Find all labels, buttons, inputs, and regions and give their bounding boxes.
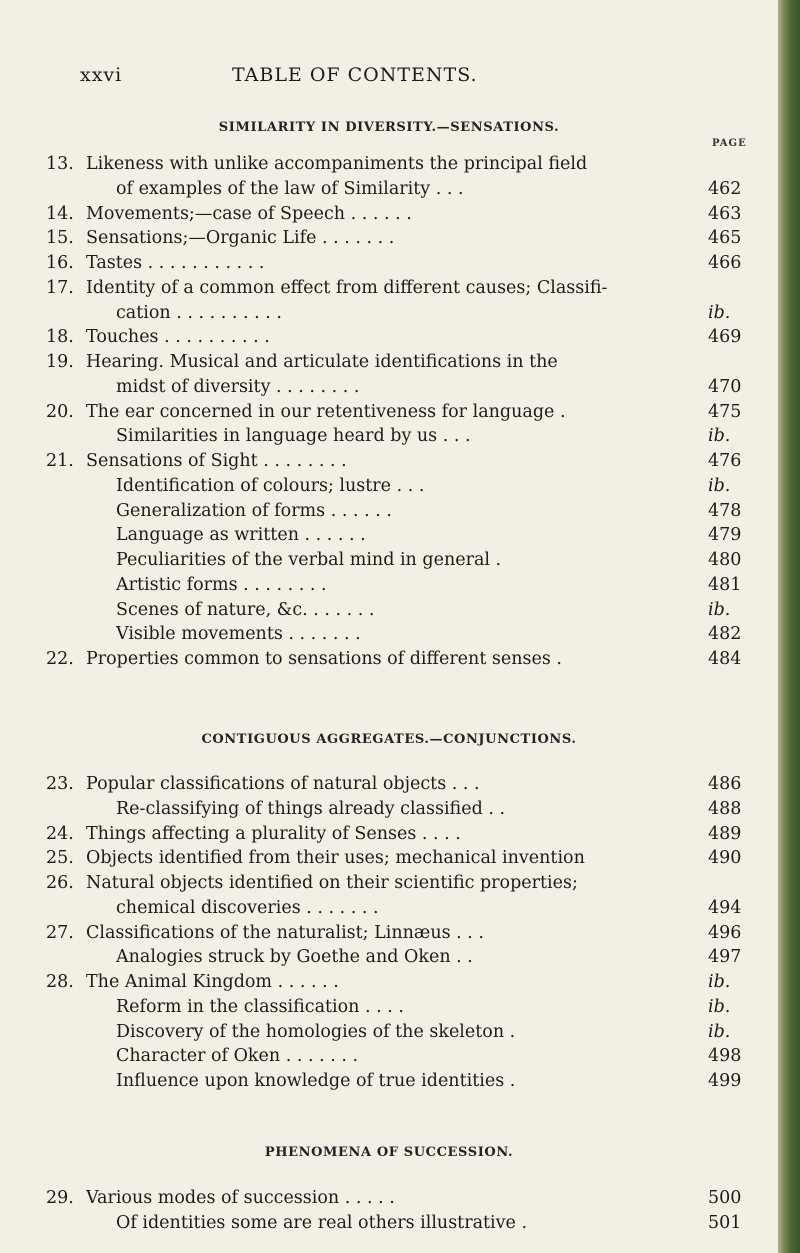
entry-page-number: 496 bbox=[708, 922, 742, 943]
entry-text: Properties common to sensations of different senses . bbox=[86, 649, 562, 669]
entry-page-number: 462 bbox=[708, 178, 742, 199]
toc-entry bbox=[0, 523, 778, 547]
toc-entry bbox=[0, 598, 778, 622]
entry-text: Classifications of the naturalist; Linnæus . . . bbox=[86, 922, 484, 943]
entry-page-number: 500 bbox=[708, 1188, 742, 1208]
entry-text: Generalization of forms . . . . . . bbox=[116, 500, 392, 521]
entry-number: 18. bbox=[46, 327, 74, 348]
entry-text: The Animal Kingdom . . . . . . bbox=[86, 972, 339, 992]
page-column-label: PAGE bbox=[712, 138, 747, 149]
entry-page-number: 484 bbox=[708, 649, 742, 669]
entry-text: Language as written . . . . . . bbox=[116, 525, 366, 546]
toc-entry bbox=[0, 251, 778, 275]
page-folio: xxvi bbox=[80, 64, 123, 86]
entry-page-number: 486 bbox=[708, 774, 742, 794]
entry-text: of examples of the law of Similarity . . . bbox=[116, 178, 464, 199]
entry-number: 22. bbox=[46, 649, 74, 669]
entry-page-number: 494 bbox=[708, 897, 742, 918]
entry-text: Sensations of Sight . . . . . . . . bbox=[86, 451, 347, 471]
toc-entry bbox=[0, 1211, 778, 1235]
toc-entry bbox=[0, 325, 778, 349]
entry-page-number: 497 bbox=[708, 947, 742, 968]
entry-text: Visible movements . . . . . . . bbox=[116, 624, 361, 645]
toc-entry bbox=[0, 945, 778, 969]
entry-text: Character of Oken . . . . . . . bbox=[116, 1046, 359, 1067]
entry-page-number: 476 bbox=[708, 451, 742, 471]
entry-page-number: 463 bbox=[708, 203, 742, 224]
entry-text: Peculiarities of the verbal mind in general . bbox=[116, 550, 502, 570]
entry-number: 28. bbox=[46, 972, 74, 992]
toc-entry bbox=[0, 772, 778, 796]
entry-text: midst of diversity . . . . . . . . bbox=[116, 376, 360, 397]
book-binding-edge bbox=[778, 0, 800, 1253]
entry-page-number: 489 bbox=[708, 823, 742, 844]
toc-entry bbox=[0, 301, 778, 325]
entry-text: Sensations;—Organic Life . . . . . . . bbox=[86, 228, 395, 249]
entry-text: Objects identified from their uses; mechanical invention bbox=[86, 848, 585, 869]
entry-page-number: 465 bbox=[708, 228, 742, 249]
toc-entry bbox=[0, 375, 778, 399]
entry-page-number: ib. bbox=[708, 1021, 731, 1042]
entry-number: 24. bbox=[46, 823, 74, 844]
toc-entry bbox=[0, 921, 778, 945]
entry-number: 16. bbox=[46, 253, 74, 273]
toc-entry bbox=[0, 995, 778, 1019]
toc-entry bbox=[0, 424, 778, 448]
entry-page-number: ib. bbox=[708, 302, 731, 323]
page-title: TABLE OF CONTENTS. bbox=[232, 64, 478, 86]
entry-page-number: 469 bbox=[708, 327, 742, 348]
toc-entry bbox=[0, 846, 778, 870]
entry-number: 25. bbox=[46, 848, 74, 869]
entry-page-number: ib. bbox=[708, 996, 731, 1017]
entry-text: Tastes . . . . . . . . . . . bbox=[86, 253, 265, 273]
entry-number: 14. bbox=[46, 203, 74, 224]
entry-page-number: 488 bbox=[708, 798, 742, 819]
entry-text: Discovery of the homologies of the skeleton . bbox=[116, 1021, 516, 1042]
toc-entry bbox=[0, 350, 778, 374]
entry-page-number: ib. bbox=[708, 426, 731, 447]
toc-entry bbox=[0, 797, 778, 821]
toc-entry bbox=[0, 647, 778, 671]
toc-entry bbox=[0, 400, 778, 424]
toc-entry bbox=[0, 822, 778, 846]
entry-number: 23. bbox=[46, 774, 74, 794]
entry-number: 15. bbox=[46, 228, 74, 249]
toc-entry bbox=[0, 226, 778, 250]
entry-number: 19. bbox=[46, 352, 74, 372]
entry-text: Hearing. Musical and articulate identifications in the bbox=[86, 352, 558, 372]
section-title: SIMILARITY IN DIVERSITY.—SENSATIONS. bbox=[218, 120, 560, 135]
section-title: PHENOMENA OF SUCCESSION. bbox=[264, 1145, 514, 1160]
entry-text: Things affecting a plurality of Senses . . . . bbox=[86, 823, 461, 844]
entry-number: 20. bbox=[46, 401, 74, 422]
entry-page-number: 479 bbox=[708, 525, 742, 546]
entry-text: Reform in the classification . . . . bbox=[116, 996, 404, 1017]
entry-page-number: 475 bbox=[708, 401, 742, 422]
entry-text: The ear concerned in our retentiveness for language . bbox=[86, 401, 566, 422]
entry-page-number: 482 bbox=[708, 624, 742, 645]
entry-number: 27. bbox=[46, 922, 74, 943]
toc-entry bbox=[0, 202, 778, 226]
toc-entry bbox=[0, 1186, 778, 1210]
entry-text: Re-classifying of things already classified . . bbox=[116, 798, 506, 819]
toc-entry bbox=[0, 1044, 778, 1068]
entry-page-number: 480 bbox=[708, 550, 742, 570]
entry-text: Scenes of nature, &c. . . . . . . bbox=[116, 599, 375, 620]
entry-text: Identification of colours; lustre . . . bbox=[116, 475, 425, 496]
entry-page-number: 501 bbox=[708, 1212, 742, 1233]
entry-number: 21. bbox=[46, 451, 74, 471]
entry-page-number: ib. bbox=[708, 599, 731, 620]
entry-text: Natural objects identified on their scientific properties; bbox=[86, 873, 578, 893]
toc-entry bbox=[0, 896, 778, 920]
toc-entry bbox=[0, 970, 778, 994]
entry-text: Popular classifications of natural objects . . . bbox=[86, 774, 480, 794]
entry-number: 29. bbox=[46, 1188, 74, 1208]
entry-page-number: 470 bbox=[708, 376, 742, 397]
toc-entry bbox=[0, 499, 778, 523]
entry-text: Similarities in language heard by us . . . bbox=[116, 426, 471, 447]
section-title: CONTIGUOUS AGGREGATES.—CONJUNCTIONS. bbox=[201, 732, 577, 747]
toc-entry bbox=[0, 1069, 778, 1093]
entry-text: Of identities some are real others illustrative . bbox=[116, 1212, 528, 1233]
entry-number: 13. bbox=[46, 154, 74, 174]
toc-entry bbox=[0, 548, 778, 572]
entry-text: Likeness with unlike accompaniments the principal field bbox=[86, 154, 588, 174]
entry-text: Artistic forms . . . . . . . . bbox=[116, 574, 327, 595]
entry-text: Various modes of succession . . . . . bbox=[86, 1188, 395, 1208]
entry-text: Identity of a common effect from different causes; Classifi- bbox=[86, 277, 608, 298]
toc-entry bbox=[0, 276, 778, 300]
entry-text: Touches . . . . . . . . . . bbox=[86, 327, 270, 348]
toc-entry bbox=[0, 1020, 778, 1044]
entry-text: chemical discoveries . . . . . . . bbox=[116, 897, 379, 918]
toc-entry bbox=[0, 177, 778, 201]
entry-page-number: 498 bbox=[708, 1046, 742, 1067]
toc-entry bbox=[0, 871, 778, 895]
toc-entry bbox=[0, 474, 778, 498]
entry-page-number: ib. bbox=[708, 972, 731, 992]
entry-text: Analogies struck by Goethe and Oken . . bbox=[116, 947, 473, 968]
entry-text: Influence upon knowledge of true identities . bbox=[116, 1071, 516, 1091]
toc-entry bbox=[0, 449, 778, 473]
entry-number: 26. bbox=[46, 873, 74, 893]
entry-number: 17. bbox=[46, 277, 74, 298]
entry-page-number: 499 bbox=[708, 1071, 742, 1091]
entry-page-number: ib. bbox=[708, 475, 731, 496]
entry-text: Movements;—case of Speech . . . . . . bbox=[86, 203, 412, 224]
entry-page-number: 478 bbox=[708, 500, 742, 521]
running-head bbox=[0, 64, 778, 94]
entry-page-number: 490 bbox=[708, 848, 742, 869]
entry-page-number: 466 bbox=[708, 253, 742, 273]
toc-entry bbox=[0, 573, 778, 597]
toc-entry bbox=[0, 622, 778, 646]
toc-entry bbox=[0, 152, 778, 176]
entry-page-number: 481 bbox=[708, 574, 742, 595]
entry-text: cation . . . . . . . . . . bbox=[116, 302, 282, 323]
